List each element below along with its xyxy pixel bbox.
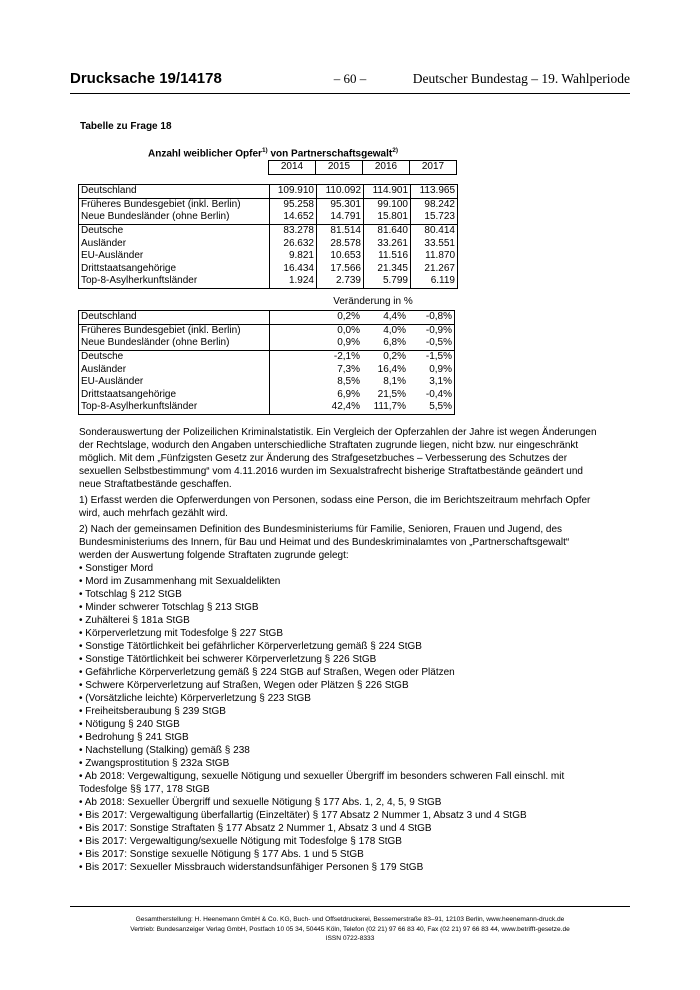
empty-cell xyxy=(270,401,317,414)
list-item: • Freiheitsberaubung § 239 StGB xyxy=(79,706,226,717)
value-cell: 4,4% xyxy=(362,311,408,325)
row-label: Top-8-Asylherkunftsländer xyxy=(79,275,270,288)
row-label: EU-Ausländer xyxy=(79,250,270,263)
value-cell: 0,2% xyxy=(362,350,408,363)
list-item: • (Vorsätzliche leichte) Körperverletzung § 223 StGB xyxy=(79,693,311,704)
value-cell: -0,8% xyxy=(408,311,455,325)
list-item: • Sonstige Tätörtlichkeit bei gefährlicher Körperverletzung gemäß § 224 StGB xyxy=(79,641,422,652)
row-label: Früheres Bundesgebiet (inkl. Berlin) xyxy=(79,198,270,211)
table-row xyxy=(79,198,458,211)
table-row xyxy=(79,324,455,337)
table-row xyxy=(79,211,458,224)
notes-section xyxy=(79,426,604,874)
year-cell: 2014 xyxy=(269,161,316,175)
value-cell: 6.119 xyxy=(411,275,458,288)
value-cell: 6,9% xyxy=(337,388,360,400)
row-label: Deutschland xyxy=(79,311,270,325)
table-row xyxy=(79,401,455,414)
value-cell: 42,4% xyxy=(316,401,362,414)
list-item: • Minder schwerer Totschlag § 213 StGB xyxy=(79,602,259,613)
table-row xyxy=(79,224,458,237)
empty-cell xyxy=(270,311,317,325)
value-cell: 21.345 xyxy=(364,263,411,276)
change-heading: Veränderung in % xyxy=(333,296,413,307)
value-cell: -0,4% xyxy=(408,389,455,402)
list-item: • Nachstellung (Stalking) gemäß § 238 xyxy=(79,745,250,756)
value-cell: 1.924 xyxy=(270,275,317,288)
value-cell: 14.652 xyxy=(270,211,317,224)
table-row xyxy=(79,389,455,402)
value-cell: 2.739 xyxy=(317,275,364,288)
row-label: Ausländer xyxy=(79,237,270,250)
value-cell: 28.578 xyxy=(317,237,364,250)
list-item: • Bis 2017: Sexueller Missbrauch widerstandsunfähiger Personen § 179 StGB xyxy=(79,862,424,873)
value-cell: 95.301 xyxy=(317,198,364,211)
value-cell: 16,4% xyxy=(377,363,406,375)
footer-printer: Gesamtherstellung: H. Heenemann GmbH & Co. KG, Buch- und Offsetdruckerei, Bessemerstraße 83–91, 12103 Berlin, www.heenemann-druck.de xyxy=(135,916,565,923)
value-cell: 17.566 xyxy=(317,263,364,276)
empty-cell xyxy=(270,337,317,350)
row-label: Ausländer xyxy=(79,363,270,376)
year-header-table xyxy=(78,160,457,175)
value-cell: 33.551 xyxy=(411,237,458,250)
list-item: • Bedrohung § 241 StGB xyxy=(79,732,189,743)
year-cell: 2016 xyxy=(363,161,410,175)
value-cell: 11.870 xyxy=(411,250,458,263)
table-row xyxy=(79,350,455,363)
value-cell: 26.632 xyxy=(270,237,317,250)
value-cell: 81.640 xyxy=(364,224,411,237)
value-cell: 16.434 xyxy=(270,263,317,276)
table-row xyxy=(79,237,458,250)
value-cell: 8,1% xyxy=(383,376,406,388)
footer-distributor: Vertrieb: Bundesanzeiger Verlag GmbH, Postfach 10 05 34, 50445 Köln, Telefon (02 21) 97 66 83 40, Fax (02 21) 97 66 83 44, www.betrifft-gesetze.de xyxy=(130,925,570,933)
empty-cell xyxy=(270,363,317,376)
footnote-1: 1) Erfasst werden die Opferwerdungen von Personen, sodass eine Person, die im Berichtszeitraum mehrfach Opfer wird, auch mehrfach gezählt wird. xyxy=(79,495,591,519)
value-cell: 113.965 xyxy=(411,185,458,199)
value-cell: 83.278 xyxy=(270,224,317,237)
year-cell: 2015 xyxy=(316,161,363,175)
value-cell: 109.910 xyxy=(270,185,317,199)
value-cell: 33.261 xyxy=(364,237,411,250)
offence-list xyxy=(79,562,604,874)
value-cell: -1,5% xyxy=(408,350,455,363)
row-label: EU-Ausländer xyxy=(79,376,270,389)
value-cell: 80.414 xyxy=(411,224,458,237)
value-cell: 5,5% xyxy=(408,401,455,414)
list-item: • Nötigung § 240 StGB xyxy=(79,719,180,730)
value-cell: 98.242 xyxy=(411,198,458,211)
row-label: Früheres Bundesgebiet (inkl. Berlin) xyxy=(79,324,270,337)
value-cell: 4,0% xyxy=(383,324,406,336)
value-cell: 0,2% xyxy=(316,311,362,325)
list-item: • Bis 2017: Sonstige sexuelle Nötigung § 177 Abs. 1 und 5 StGB xyxy=(79,849,364,860)
empty-cell xyxy=(270,324,317,337)
row-label: Deutsche xyxy=(79,350,270,363)
value-cell: 99.100 xyxy=(364,198,411,211)
page-number: – 60 – xyxy=(333,71,367,86)
table-row xyxy=(79,275,458,288)
footnote-2: 2) Nach der gemeinsamen Definition des Bundesministeriums für Familie, Senioren, Frauen und Jugend, des Bundesministeriums des Innern, für Bau und Heimat und des Bundeskriminalamtes von „Partnerschaftsgewalt“ werden der Auswertung folgende Straftaten zugrunde gelegt: xyxy=(79,524,570,561)
value-cell: 10.653 xyxy=(317,250,364,263)
list-item: • Ab 2018: Sexueller Übergriff und sexuelle Nötigung § 177 Abs. 1, 2, 4, 5, 9 StGB xyxy=(79,797,442,808)
table-row xyxy=(79,363,455,376)
value-cell: -2,1% xyxy=(316,350,362,363)
list-item: • Zwangsprostitution § 232a StGB xyxy=(79,758,230,769)
row-label: Neue Bundesländer (ohne Berlin) xyxy=(79,211,270,224)
table-row xyxy=(79,337,455,350)
value-cell: 114.901 xyxy=(364,185,411,199)
table-caption: Tabelle zu Frage 18 xyxy=(80,121,172,132)
footer-issn: ISSN 0722-8333 xyxy=(325,935,375,942)
value-cell: 9.821 xyxy=(270,250,317,263)
value-cell: 3,1% xyxy=(408,376,455,389)
page-header xyxy=(70,70,630,92)
list-item: • Bis 2017: Vergewaltigung/sexuelle Nötigung mit Todesfolge § 178 StGB xyxy=(79,836,402,847)
page-footer xyxy=(70,915,630,944)
value-cell: 15.723 xyxy=(411,211,458,224)
value-cell: 0,9% xyxy=(408,363,455,376)
value-cell: 7,3% xyxy=(337,363,360,375)
list-item: • Mord im Zusammenhang mit Sexualdelikten xyxy=(79,576,281,587)
value-cell: 8,5% xyxy=(337,376,360,388)
absolute-values-table xyxy=(78,184,458,289)
list-item: • Totschlag § 212 StGB xyxy=(79,589,182,600)
value-cell: 14.791 xyxy=(317,211,364,224)
value-cell: -0,5% xyxy=(408,337,455,350)
header-publisher: Deutscher Bundestag – 19. Wahlperiode xyxy=(412,71,630,86)
list-item: • Zuhälterei § 181a StGB xyxy=(79,615,190,626)
value-cell: 15.801 xyxy=(364,211,411,224)
list-item: • Sonstige Tätörtlichkeit bei schwerer Körperverletzung § 226 StGB xyxy=(79,654,377,665)
value-cell: 11.516 xyxy=(364,250,411,263)
row-label: Drittstaatsangehörige xyxy=(79,389,270,402)
row-label: Neue Bundesländer (ohne Berlin) xyxy=(79,337,270,350)
value-cell: 21.267 xyxy=(411,263,458,276)
empty-cell xyxy=(270,389,317,402)
value-cell: 95.258 xyxy=(270,198,317,211)
row-label: Deutsche xyxy=(79,224,270,237)
year-cell: 2017 xyxy=(410,161,457,175)
table-row xyxy=(79,185,458,199)
list-item: • Bis 2017: Sonstige Straftaten § 177 Absatz 2 Nummer 1, Absatz 3 und 4 StGB xyxy=(79,823,432,834)
document-number: Drucksache 19/14178 xyxy=(70,70,222,87)
value-cell: 0,9% xyxy=(316,337,362,350)
value-cell: 0,0% xyxy=(337,324,360,336)
table-row xyxy=(79,376,455,389)
value-cell: 21,5% xyxy=(377,388,406,400)
change-table xyxy=(78,310,455,415)
empty-cell xyxy=(270,350,317,363)
empty-cell xyxy=(270,376,317,389)
table-row xyxy=(79,263,458,276)
list-item: • Bis 2017: Vergewaltigung überfallartig (Einzeltäter) § 177 Absatz 2 Nummer 1, Absatz 3 und 4 StGB xyxy=(79,810,527,821)
list-item: • Körperverletzung mit Todesfolge § 227 StGB xyxy=(79,628,283,639)
table-row xyxy=(79,250,458,263)
row-label: Deutschland xyxy=(79,185,270,199)
row-label: Drittstaatsangehörige xyxy=(79,263,270,276)
value-cell: 110.092 xyxy=(317,185,364,199)
value-cell: 5.799 xyxy=(364,275,411,288)
footer-divider xyxy=(70,906,630,907)
source-note: Sonderauswertung der Polizeilichen Kriminalstatistik. Ein Vergleich der Opferzahlen der Jahre ist wegen Änderungen der Rechtslage, wodurch den Angaben unterschiedliche Straftaten zugrunde liegen, nicht bzw. nur eingeschränkt möglich. Mit dem „Fünfzigsten Gesetz zur Änderung des Strafgesetzbuches – Verbesserung des Schutzes der sexuellen Selbstbestimmung“ vom 4.11.2016 wurden im Sexualstrafrecht bisherige Straftatbestände geändert und neue Straftatbestände geschaffen. xyxy=(79,427,597,490)
header-divider xyxy=(70,93,630,94)
value-cell: 6,8% xyxy=(362,337,408,350)
value-cell: -0,9% xyxy=(408,324,455,337)
list-item: • Ab 2018: Vergewaltigung, sexuelle Nötigung und sexueller Übergriff im besonders schweren Fall einschl. mit Todesfolge §§ 177, 178 StGB xyxy=(79,771,565,795)
list-item: • Gefährliche Körperverletzung gemäß § 224 StGB auf Straßen, Wegen oder Plätzen xyxy=(79,667,455,678)
table-row xyxy=(79,311,455,325)
list-item: • Sonstiger Mord xyxy=(79,563,154,574)
row-label: Top-8-Asylherkunftsländer xyxy=(79,401,270,414)
value-cell: 81.514 xyxy=(317,224,364,237)
value-cell: 111,7% xyxy=(362,401,408,414)
table-title: Anzahl weiblicher Opfer$^{1)}$ von Partnerschaftsgewalt$^{2)}$ xyxy=(148,147,398,160)
list-item: • Schwere Körperverletzung auf Straßen, Wegen oder Plätzen § 226 StGB xyxy=(79,680,409,691)
